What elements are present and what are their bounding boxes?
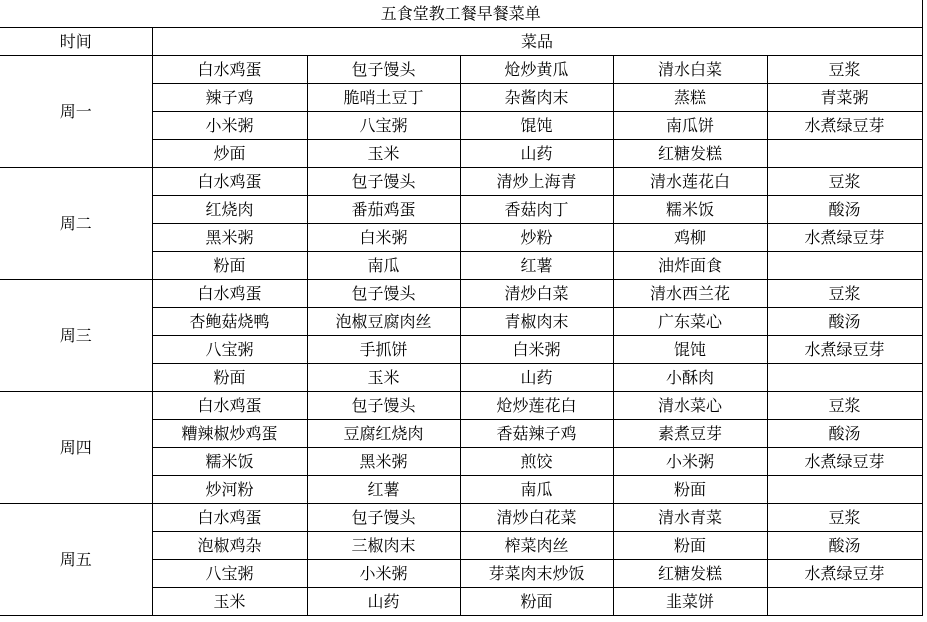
dish-cell: 山药 <box>460 364 613 392</box>
dish-cell: 南瓜 <box>460 476 613 504</box>
dish-cell: 黑米粥 <box>307 448 460 476</box>
dish-cell: 白水鸡蛋 <box>152 504 307 532</box>
dish-cell: 炒粉 <box>460 224 613 252</box>
dish-cell: 包子馒头 <box>307 280 460 308</box>
dish-cell: 清水西兰花 <box>613 280 767 308</box>
dish-cell: 蒸糕 <box>613 84 767 112</box>
dish-cell: 水煮绿豆芽 <box>767 112 922 140</box>
dish-cell: 素煮豆芽 <box>613 420 767 448</box>
dish-cell: 青菜粥 <box>767 84 922 112</box>
dish-cell: 红薯 <box>460 252 613 280</box>
dish-cell: 清炒上海青 <box>460 168 613 196</box>
time-header: 时间 <box>0 28 152 56</box>
dish-cell: 酸汤 <box>767 308 922 336</box>
dish-cell: 粉面 <box>460 588 613 616</box>
dish-cell: 香菇肉丁 <box>460 196 613 224</box>
dish-cell: 香菇辣子鸡 <box>460 420 613 448</box>
dish-cell: 脆哨土豆丁 <box>307 84 460 112</box>
dish-cell: 鸡柳 <box>613 224 767 252</box>
menu-row <box>0 504 922 532</box>
dish-cell: 白水鸡蛋 <box>152 280 307 308</box>
dish-cell: 番茄鸡蛋 <box>307 196 460 224</box>
dish-cell: 豆浆 <box>767 280 922 308</box>
dish-cell: 油炸面食 <box>613 252 767 280</box>
dish-cell: 杂酱肉末 <box>460 84 613 112</box>
dish-cell: 豆浆 <box>767 504 922 532</box>
day-label: 周五 <box>0 504 152 616</box>
dish-cell: 水煮绿豆芽 <box>767 448 922 476</box>
dish-cell: 泡椒豆腐肉丝 <box>307 308 460 336</box>
dish-cell: 粉面 <box>152 364 307 392</box>
dish-cell: 山药 <box>460 140 613 168</box>
dish-cell: 粉面 <box>152 252 307 280</box>
dish-cell: 八宝粥 <box>152 336 307 364</box>
dish-cell: 清水白菜 <box>613 56 767 84</box>
dish-cell: 黑米粥 <box>152 224 307 252</box>
dish-cell: 玉米 <box>307 364 460 392</box>
dish-cell: 辣子鸡 <box>152 84 307 112</box>
dish-cell: 炝炒黄瓜 <box>460 56 613 84</box>
dish-cell: 红糖发糕 <box>613 140 767 168</box>
dish-cell: 炒面 <box>152 140 307 168</box>
dish-cell: 粉面 <box>613 476 767 504</box>
menu-row <box>0 280 922 308</box>
day-label: 周三 <box>0 280 152 392</box>
dish-cell: 榨菜肉丝 <box>460 532 613 560</box>
dish-cell <box>767 252 922 280</box>
dish-cell: 韭菜饼 <box>613 588 767 616</box>
dish-cell: 酸汤 <box>767 420 922 448</box>
dish-cell: 南瓜饼 <box>613 112 767 140</box>
dish-cell: 广东菜心 <box>613 308 767 336</box>
dish-cell: 馄饨 <box>460 112 613 140</box>
dish-cell: 手抓饼 <box>307 336 460 364</box>
dish-cell: 清炒白花菜 <box>460 504 613 532</box>
dish-cell: 水煮绿豆芽 <box>767 224 922 252</box>
dish-cell: 清水菜心 <box>613 392 767 420</box>
menu-title: 五食堂教工餐早餐菜单 <box>0 0 922 28</box>
dish-cell <box>767 364 922 392</box>
dish-cell: 水煮绿豆芽 <box>767 560 922 588</box>
menu-row <box>0 168 922 196</box>
menu-row <box>0 392 922 420</box>
title-row <box>0 0 922 28</box>
dish-cell: 白水鸡蛋 <box>152 56 307 84</box>
dish-cell <box>767 588 922 616</box>
dish-cell: 豆浆 <box>767 56 922 84</box>
dish-cell: 玉米 <box>307 140 460 168</box>
dish-cell: 白水鸡蛋 <box>152 168 307 196</box>
menu-row <box>0 56 922 84</box>
dish-cell: 豆腐红烧肉 <box>307 420 460 448</box>
dish-cell: 清水青菜 <box>613 504 767 532</box>
dish-cell: 红烧肉 <box>152 196 307 224</box>
dish-cell: 青椒肉末 <box>460 308 613 336</box>
header-row <box>0 28 922 56</box>
dish-cell: 小米粥 <box>613 448 767 476</box>
dishes-header: 菜品 <box>152 28 922 56</box>
dish-cell <box>767 476 922 504</box>
dish-cell: 南瓜 <box>307 252 460 280</box>
dish-cell: 豆浆 <box>767 168 922 196</box>
dish-cell: 红糖发糕 <box>613 560 767 588</box>
dish-cell: 白水鸡蛋 <box>152 392 307 420</box>
dish-cell: 包子馒头 <box>307 504 460 532</box>
dish-cell: 煎饺 <box>460 448 613 476</box>
dish-cell: 八宝粥 <box>307 112 460 140</box>
dish-cell <box>767 140 922 168</box>
dish-cell: 白米粥 <box>307 224 460 252</box>
dish-cell: 豆浆 <box>767 392 922 420</box>
day-label: 周二 <box>0 168 152 280</box>
dish-cell: 酸汤 <box>767 532 922 560</box>
dish-cell: 馄饨 <box>613 336 767 364</box>
dish-cell: 糯米饭 <box>152 448 307 476</box>
dish-cell: 红薯 <box>307 476 460 504</box>
dish-cell: 酸汤 <box>767 196 922 224</box>
dish-cell: 糯米饭 <box>613 196 767 224</box>
dish-cell: 小酥肉 <box>613 364 767 392</box>
dish-cell: 炝炒莲花白 <box>460 392 613 420</box>
dish-cell: 小米粥 <box>307 560 460 588</box>
dish-cell: 清炒白菜 <box>460 280 613 308</box>
dish-cell: 八宝粥 <box>152 560 307 588</box>
dish-cell: 糟辣椒炒鸡蛋 <box>152 420 307 448</box>
dish-cell: 包子馒头 <box>307 56 460 84</box>
dish-cell: 包子馒头 <box>307 168 460 196</box>
dish-cell: 玉米 <box>152 588 307 616</box>
dish-cell: 水煮绿豆芽 <box>767 336 922 364</box>
dish-cell: 杏鲍菇烧鸭 <box>152 308 307 336</box>
dish-cell: 三椒肉末 <box>307 532 460 560</box>
dish-cell: 山药 <box>307 588 460 616</box>
day-label: 周四 <box>0 392 152 504</box>
dish-cell: 芽菜肉末炒饭 <box>460 560 613 588</box>
dish-cell: 白米粥 <box>460 336 613 364</box>
dish-cell: 炒河粉 <box>152 476 307 504</box>
dish-cell: 泡椒鸡杂 <box>152 532 307 560</box>
dish-cell: 小米粥 <box>152 112 307 140</box>
dish-cell: 粉面 <box>613 532 767 560</box>
day-label: 周一 <box>0 56 152 168</box>
dish-cell: 清水莲花白 <box>613 168 767 196</box>
dish-cell: 包子馒头 <box>307 392 460 420</box>
